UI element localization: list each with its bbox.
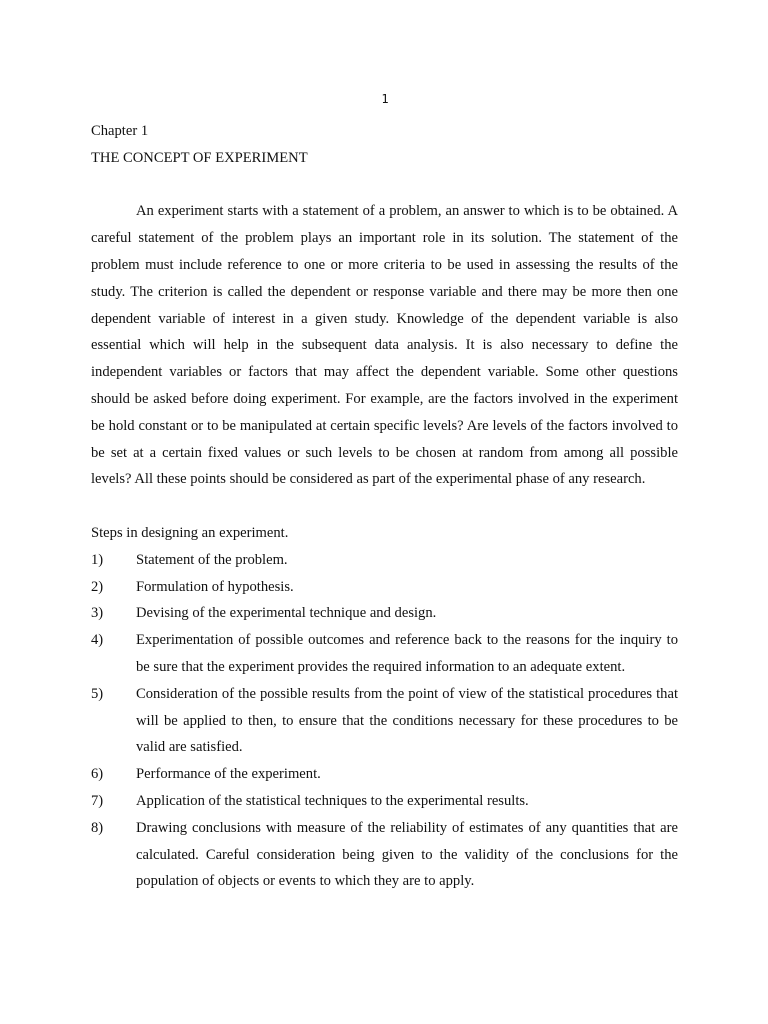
step-item [91, 788, 678, 815]
step-number: 3) [91, 605, 104, 622]
steps-heading: Steps in designing an experiment. [91, 524, 289, 541]
step-number: 8) [91, 819, 104, 836]
step-text: Statement of the problem. [136, 551, 288, 568]
step-item [91, 761, 678, 788]
step-item [91, 600, 678, 627]
page-number: 1 [381, 92, 389, 106]
step-text: Consideration of the possible results from the point of view of the statistical procedures that will be applied to then, to ensure that the conditions necessary for these procedures to be valid are satisfied. [136, 685, 678, 756]
step-item [91, 681, 678, 761]
step-item [91, 574, 678, 601]
step-number: 7) [91, 792, 104, 809]
step-number: 2) [91, 578, 104, 595]
step-text: Formulation of hypothesis. [136, 578, 294, 595]
chapter-title: THE CONCEPT OF EXPERIMENT [91, 149, 308, 166]
intro-paragraph: An experiment starts with a statement of a problem, an answer to which is to be obtained. A careful statement of the problem plays an important role in its solution. The statement of the problem must include reference to one or more criteria to be used in assessing the results of the study. The criterion is called the dependent or response variable and there may be more then one dependent variable of interest in a given study. Knowledge of the dependent variable is also essential which will help in the subsequent data analysis. It is also necessary to define the independent variables or factors that may affect the dependent variable. Some other questions should be asked before doing experiment. For example, are the factors involved in the experiment be hold constant or to be manipulated at certain specific levels? Are levels of the factors involved to be set at a certain fixed values or such levels to be chosen at random from among all possible levels? All these points should be considered as part of the experimental phase of any research. [91, 203, 678, 488]
step-text: Application of the statistical techniques to the experimental results. [136, 792, 529, 809]
chapter-label: Chapter 1 [91, 123, 149, 139]
step-item [91, 627, 678, 681]
steps-list [91, 547, 678, 895]
step-text: Drawing conclusions with measure of the reliability of estimates of any quantities that are calculated. Careful consideration being given to the validity of the conclusions for the population of objects or events to which they are to apply. [136, 819, 678, 890]
step-number: 6) [91, 766, 104, 783]
step-number: 4) [91, 632, 104, 649]
spacer [91, 493, 678, 520]
step-text: Devising of the experimental technique and design. [136, 605, 437, 622]
step-item [91, 815, 678, 895]
page-content [91, 118, 678, 895]
step-number: 1) [91, 551, 104, 568]
step-number: 5) [91, 685, 104, 702]
step-item [91, 547, 678, 574]
spacer [91, 172, 678, 199]
step-text: Performance of the experiment. [136, 766, 321, 783]
step-text: Experimentation of possible outcomes and reference back to the reasons for the inquiry to be sure that the experiment provides the required information to an adequate extent. [136, 632, 678, 675]
